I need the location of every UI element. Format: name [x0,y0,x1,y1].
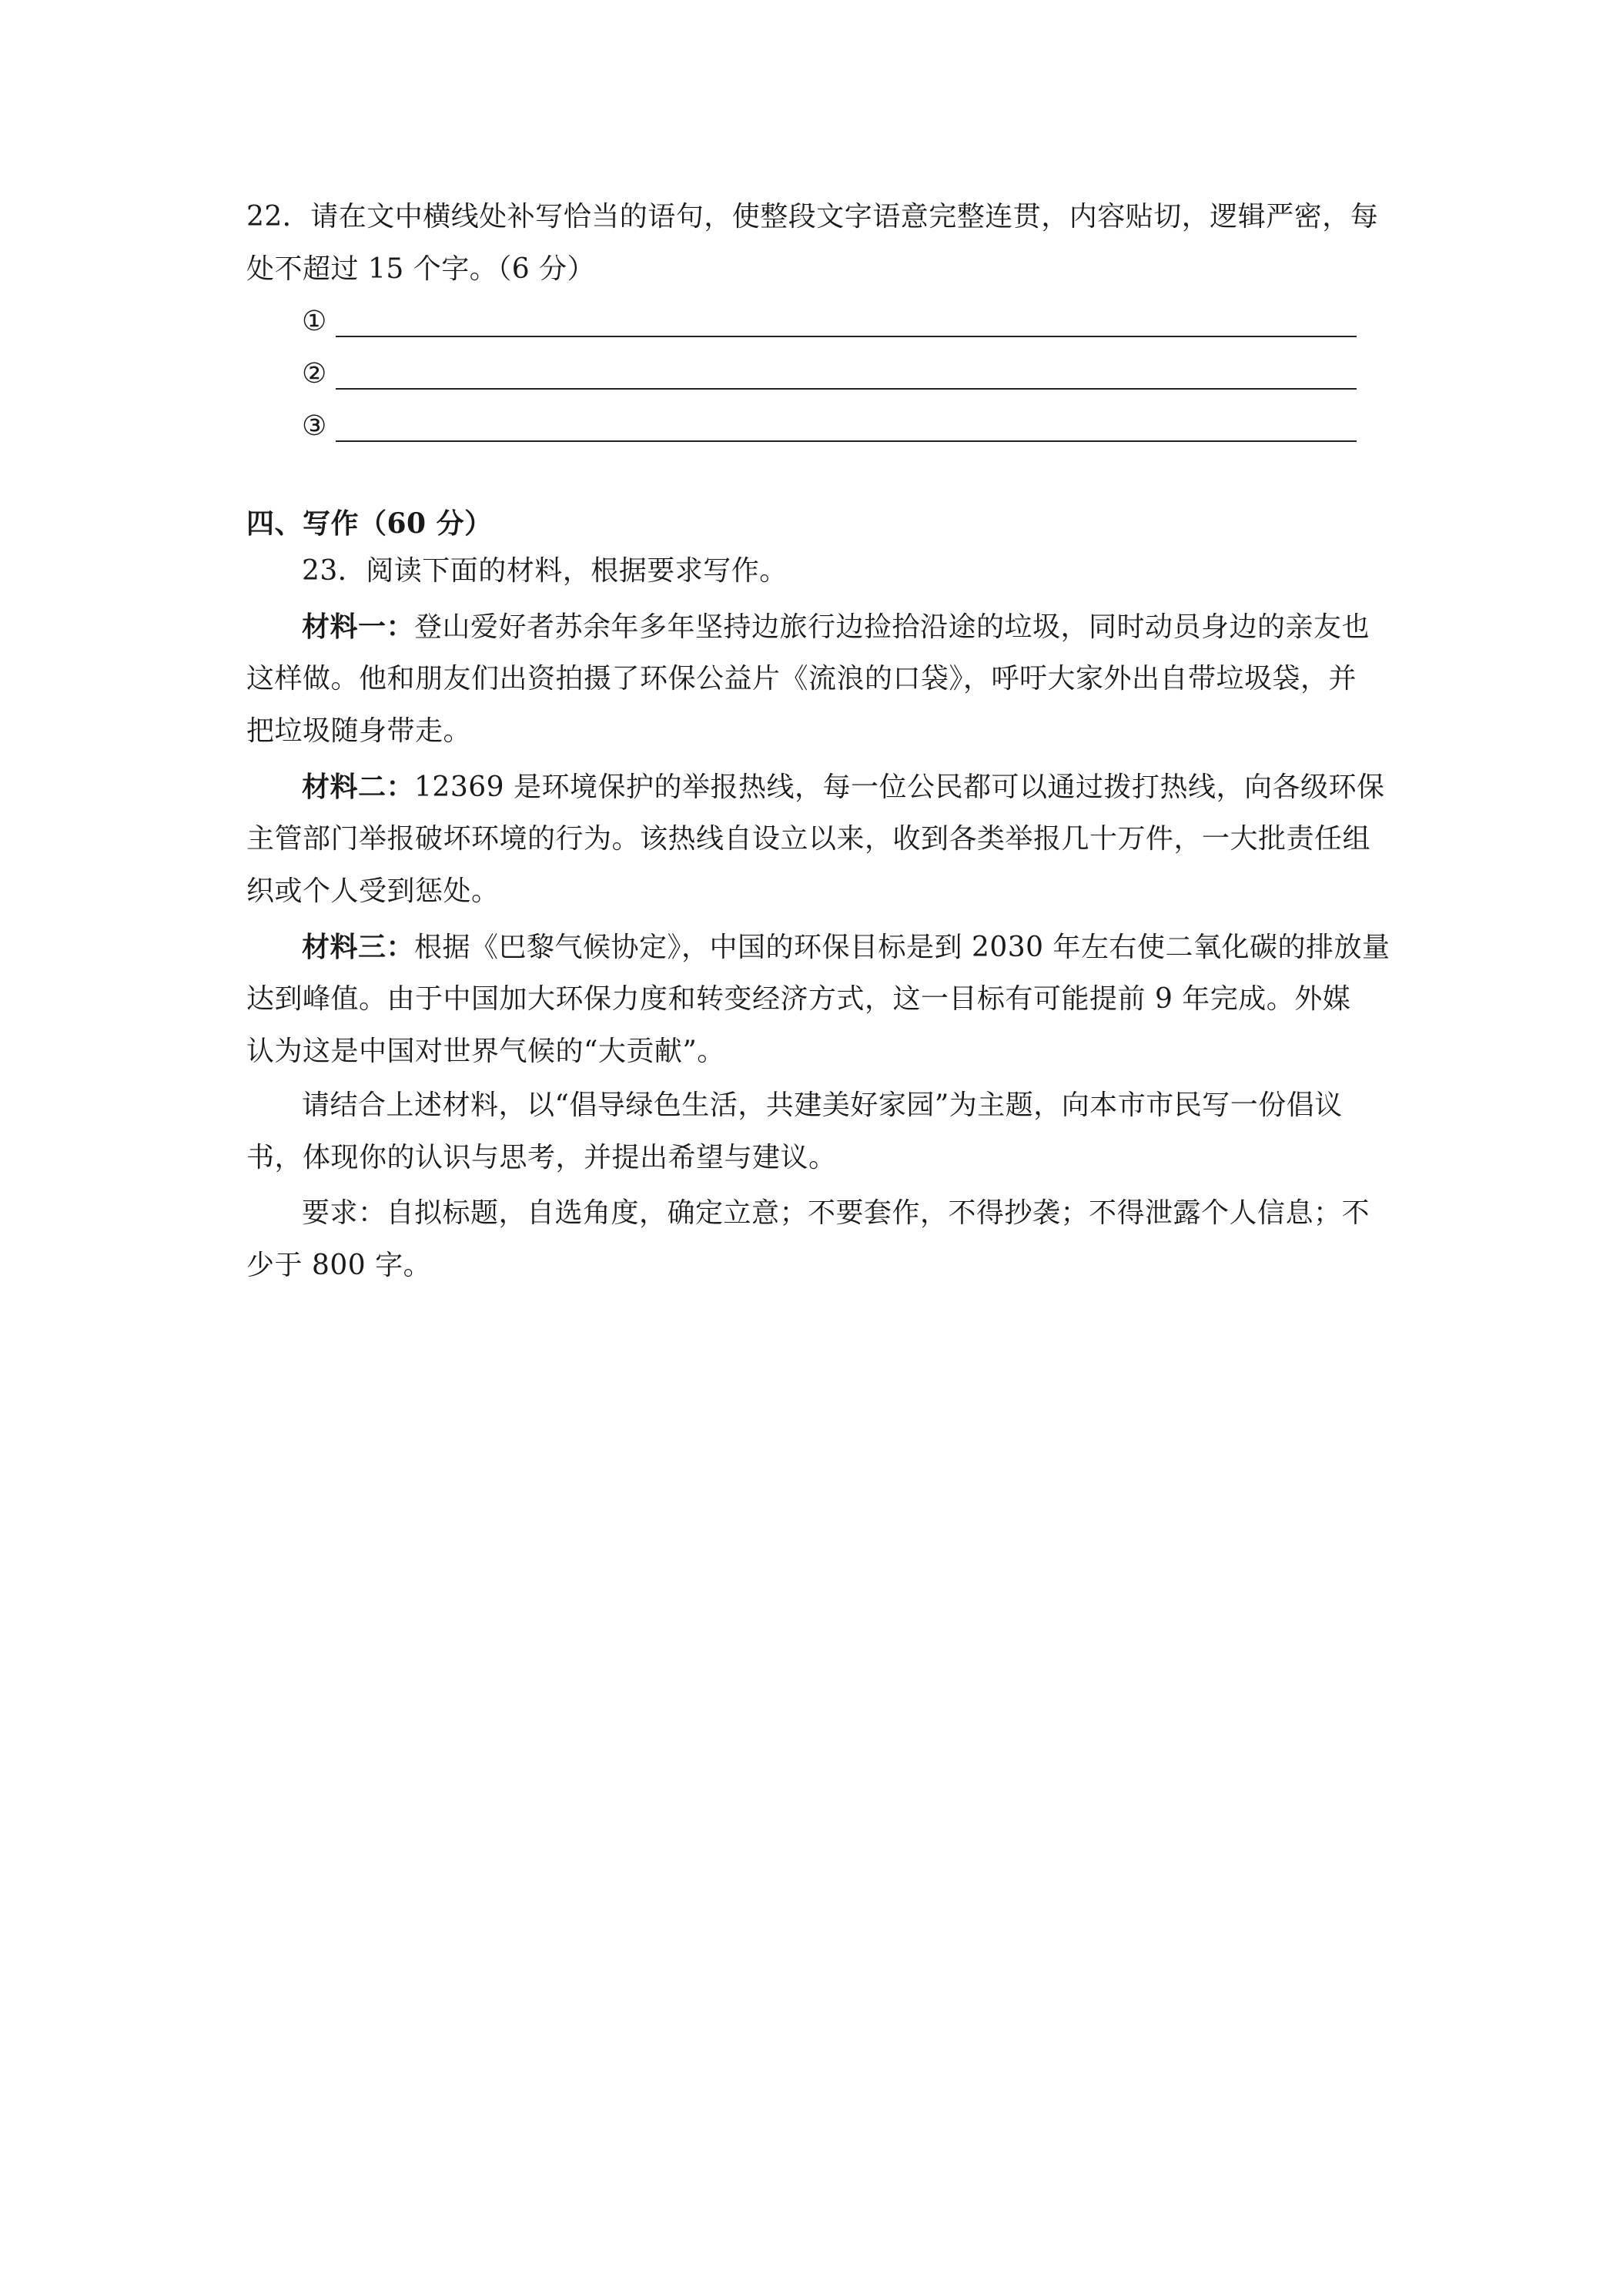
blank-underline [336,362,1357,390]
blank-number: ③ [302,410,327,442]
answer-blank-3[interactable] [302,408,1357,445]
material-3-line-2: 达到峰值。由于中国加大环保力度和转变经济方式，这一目标有可能提前 9 年完成。外媒 [246,983,1351,1015]
material-2-line-2: 主管部门举报破坏环境的行为。该热线自设立以来，收到各类举报几十万件，一大批责任组 [246,823,1371,855]
material-1-line-2: 这样做。他和朋友们出资拍摄了环保公益片《流浪的口袋》，呼吁大家外出自带垃圾袋，并 [246,663,1357,694]
blank-underline [336,414,1357,442]
material-3-line-1 [302,929,1390,966]
material-2-line-3: 织或个人受到惩处。 [246,875,500,907]
task-line-1: 请结合上述材料，以“倡导绿色生活，共建美好家园”为主题，向本市市民写一份倡议 [302,1089,1343,1121]
task-line-2: 书，体现你的认识与思考，并提出希望与建议。 [246,1142,837,1173]
requirements-line-1: 要求：自拟标题，自选角度，确定立意；不要套作，不得抄袭；不得泄露个人信息；不 [302,1197,1370,1229]
q22-line-2: 处不超过 15 个字。（6 分） [246,253,596,285]
material-3-label: 材料三： [302,931,415,963]
material-3-line-3: 认为这是中国对世界气候的“大贡献”。 [246,1036,725,1067]
material-1-text: 登山爱好者苏余年多年坚持边旅行边捡拾沿途的垃圾，同时动员身边的亲友也 [414,611,1370,643]
blank-underline [336,310,1357,337]
section-heading: 四、写作（60 分） [246,507,493,540]
blank-number: ② [302,358,327,390]
material-2-text: 12369 是环境保护的举报热线，每一位公民都可以通过拨打热线，向各级环保 [414,771,1385,803]
answer-blank-1[interactable] [302,303,1357,340]
material-2-label: 材料二： [302,771,415,803]
material-1-line-3: 把垃圾随身带走。 [246,715,472,747]
material-1-line-1 [302,608,1386,646]
answer-blank-2[interactable] [302,356,1357,393]
material-3-text: 根据《巴黎气候协定》，中国的环保目标是到 2030 年左右使二氧化碳的排放量 [414,932,1390,963]
q23-intro: 23．阅读下面的材料，根据要求写作。 [302,555,788,587]
q22-line-1: 22．请在文中横线处补写恰当的语句，使整段文字语意完整连贯，内容贴切，逻辑严密，每 [246,201,1379,233]
blank-number: ① [302,306,327,337]
requirements-line-2: 少于 800 字。 [246,1250,432,1281]
material-1-label: 材料一： [302,611,415,643]
material-2-line-1 [302,768,1386,806]
